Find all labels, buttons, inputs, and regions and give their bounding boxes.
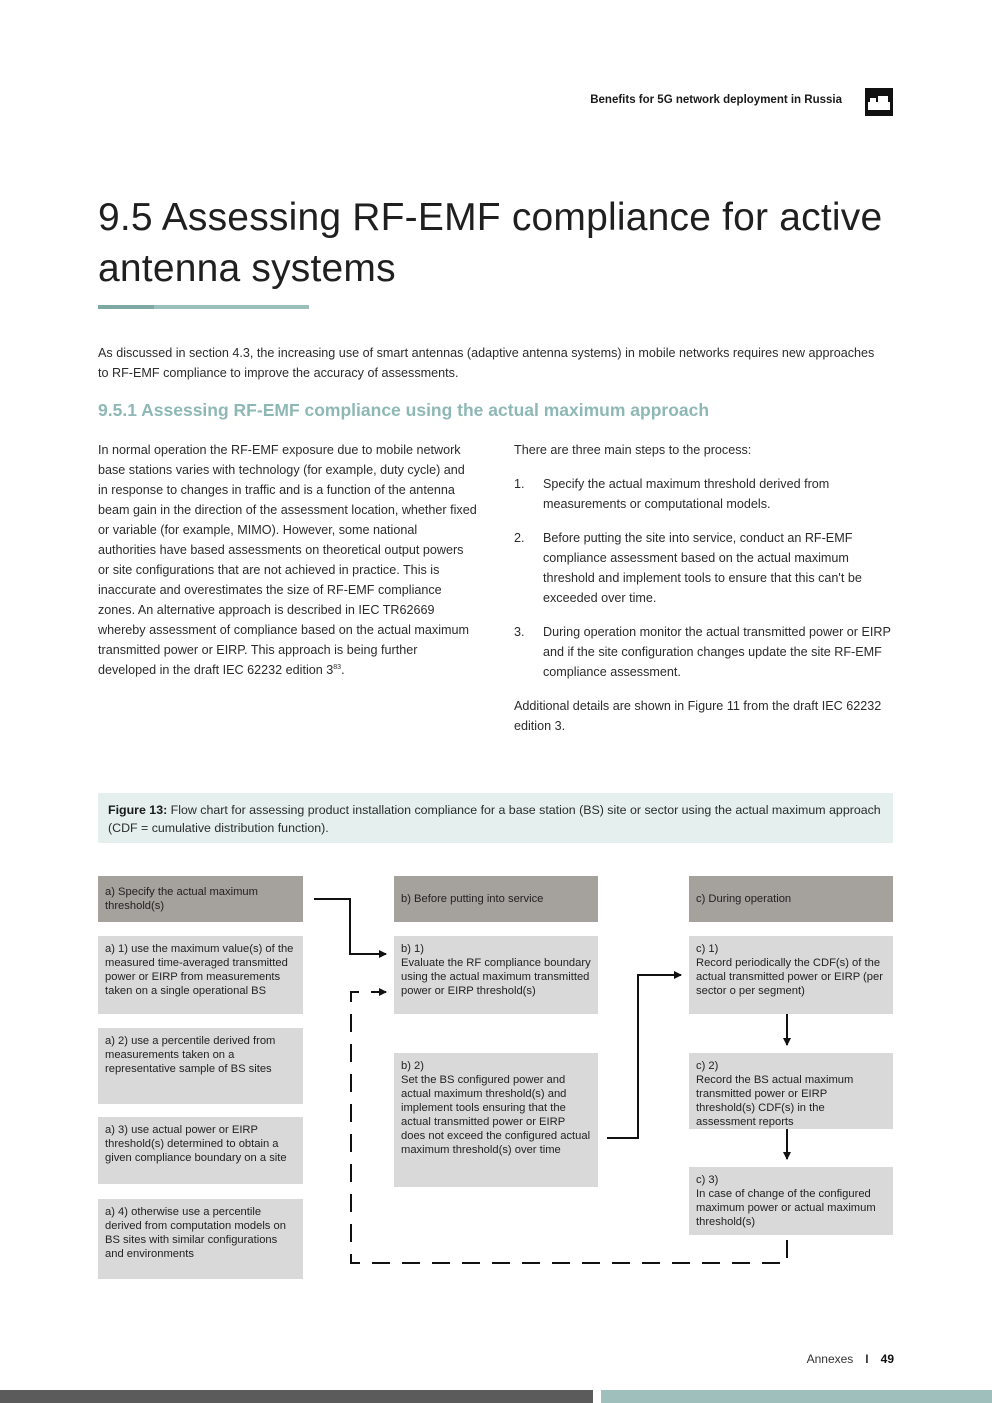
footnote-ref: 83 (333, 663, 342, 671)
box-a-header: a) Specify the actual maximum threshold(s) (98, 876, 303, 922)
box-a1: a) 1) use the maximum value(s) of the measured time-averaged transmitted power or EIRP from measurements taken on a single operational BS (98, 936, 303, 1014)
page-title: 9.5 Assessing RF-EMF compliance for active antenna systems (98, 196, 883, 290)
box-c1-text: Record periodically the CDF(s) of the actual transmitted power or EIRP (per sector o per segment) (696, 957, 883, 997)
step-number: 2. (514, 531, 525, 545)
section-heading: 9.5.1 Assessing RF-EMF compliance using the actual maximum approach (98, 400, 710, 420)
box-c2 (689, 1053, 893, 1129)
box-c3 (689, 1167, 893, 1235)
box-b1-text: Evaluate the RF compliance boundary using the actual maximum transmitted power or EIRP threshold(s) (401, 957, 591, 997)
steps-lead: There are three main steps to the process: (514, 443, 752, 457)
page-number: 49 (880, 1352, 894, 1366)
step-item (514, 474, 899, 514)
box-b1 (394, 936, 598, 1014)
footer-bar-dark (0, 1390, 593, 1403)
box-c1-title: c) 1) (696, 943, 719, 955)
additional-details: Additional details are shown in Figure 11 from the draft IEC 62232 edition 3. (514, 699, 882, 733)
box-c-header: c) During operation (689, 876, 893, 922)
page-footer (807, 1352, 894, 1366)
step-item (514, 622, 899, 682)
figure-caption (98, 793, 893, 843)
box-c1 (689, 936, 893, 1014)
step-number: 3. (514, 625, 525, 639)
box-b2-title: b) 2) (401, 1060, 425, 1072)
title-underline (98, 305, 309, 309)
box-b2 (394, 1053, 598, 1187)
step-number: 1. (514, 477, 525, 491)
right-column (514, 440, 899, 736)
footer-bar-light (601, 1390, 992, 1403)
step-item (514, 528, 899, 608)
figure-caption-text: Flow chart for assessing product installation compliance for a base station (BS) site or sector using the actual maximum approach (CDF = cumulative distribution function). (108, 803, 881, 835)
arrow-a-to-b1 (314, 899, 386, 954)
box-b1-title: b) 1) (401, 943, 425, 955)
running-header: Benefits for 5G network deployment in Russia (590, 94, 842, 106)
box-b2-text: Set the BS configured power and actual maximum threshold(s) and implement tools ensuring that the actual transmitted power or EIRP does not exceed the configured actual maximum threshold(s) over time (401, 1074, 591, 1156)
footer-section: Annexes (806, 1352, 854, 1366)
steps-list (514, 474, 899, 682)
box-a3: a) 3) use actual power or EIRP threshold(s) determined to obtain a given compliance boundary on a site (98, 1117, 303, 1184)
figure-label: Figure 13: (108, 803, 168, 817)
box-c3-text: In case of change of the configured maximum power or actual maximum threshold(s) (696, 1188, 876, 1228)
box-a4: a) 4) otherwise use a percentile derived from computation models on BS sites with similar configurations and environments (98, 1199, 303, 1279)
left-column: In normal operation the RF-EMF exposure due to mobile network base stations varies with technology (for example, duty cycle) and in response to changes in traffic and is a function of the antenna beam gain in the direction of the assessment location, whether fixed or variable (for example, MIMO). However, some national authorities have based assessments on theoretical output powers or site configurations that are not achieved in practice. This is inaccurate and overestimates the size of RF-EMF compliance zones. An alternative approach is described in IEC TR62669 whereby assessment of compliance based on the actual maximum transmitted power or EIRP. This approach is being further developed in the draft IEC 62232 edition $3^{83}$. (98, 443, 477, 677)
step-text: Specify the actual maximum threshold derived from measurements or computational models. (543, 477, 830, 511)
box-c2-text: Record the BS actual maximum transmitted power or EIRP threshold(s) CDF(s) in the assessment reports (696, 1074, 854, 1128)
arrow-b2-to-c1 (607, 975, 681, 1138)
step-text: Before putting the site into service, conduct an RF-EMF compliance assessment based on the actual maximum threshold and implement tools to ensure that this can't be exceeded over time. (543, 531, 862, 605)
footer-separator: I (865, 1352, 869, 1366)
box-a2: a) 2) use a percentile derived from measurements taken on a representative sample of BS sites (98, 1028, 303, 1104)
intro-paragraph: As discussed in section 4.3, the increasing use of smart antennas (adaptive antenna systems) in mobile networks requires new approaches to RF-EMF compliance to improve the accuracy of assessments. (98, 346, 875, 380)
brand-logo-icon (865, 88, 893, 116)
step-text: During operation monitor the actual transmitted power or EIRP and if the site configuration changes update the site RF-EMF compliance assessment. (543, 625, 891, 679)
left-column-text: In normal operation the RF-EMF exposure due to mobile network base stations varies with technology (for example, duty cycle) and in response to changes in traffic and is a function of the antenna beam gain in the direction of the assessment location, whether fixed or variable (for example, MIMO). However, some national authorities have based assessments on theoretical output powers or site configurations that are not achieved in practice. This is inaccurate and overestimates the size of RF-EMF compliance zones. An alternative approach is described in IEC TR62669 whereby assessment of compliance based on the actual maximum transmitted power or EIRP. This approach is being further developed in the draft IEC 62232 edition 3 (98, 443, 477, 677)
box-b-header: b) Before putting into service (394, 876, 598, 922)
box-c2-title: c) 2) (696, 1060, 719, 1072)
box-c3-title: c) 3) (696, 1174, 719, 1186)
